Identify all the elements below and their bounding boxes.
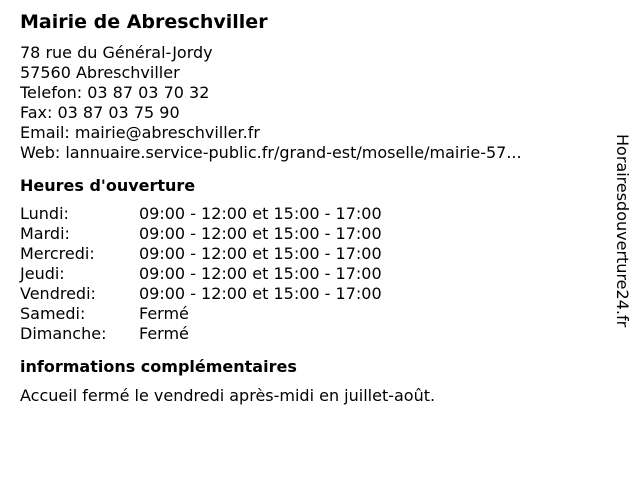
hours-time: 09:00 - 12:00 et 15:00 - 17:00 xyxy=(139,224,382,243)
hours-row-friday xyxy=(20,284,610,304)
hours-day: Vendredi: xyxy=(20,284,96,303)
page-content xyxy=(20,10,610,406)
fax-line: Fax: 03 87 03 75 90 xyxy=(20,103,180,122)
hours-row-sunday xyxy=(20,324,610,344)
hours-table xyxy=(20,204,610,344)
info-text: Accueil fermé le vendredi après-midi en juillet-août. xyxy=(20,386,436,405)
page-title: Mairie de Abreschviller xyxy=(20,11,268,33)
address-line-1: 78 rue du Général-Jordy xyxy=(20,43,213,62)
contact-block xyxy=(20,43,610,163)
web-line: Web: lannuaire.service-public.fr/grand-est/moselle/mairie-57... xyxy=(20,143,522,162)
hours-time: Fermé xyxy=(139,304,189,323)
site-watermark: Horairesdouverture24.fr xyxy=(613,134,632,328)
hours-time: Fermé xyxy=(139,324,189,343)
hours-time: 09:00 - 12:00 et 15:00 - 17:00 xyxy=(139,244,382,263)
hours-day: Mardi: xyxy=(20,224,70,243)
hours-heading: Heures d'ouverture xyxy=(20,176,196,195)
phone-line: Telefon: 03 87 03 70 32 xyxy=(20,83,210,102)
hours-row-thursday xyxy=(20,264,610,284)
email-line: Email: mairie@abreschviller.fr xyxy=(20,123,260,142)
hours-day: Jeudi: xyxy=(20,264,65,283)
hours-day: Samedi: xyxy=(20,304,86,323)
hours-time: 09:00 - 12:00 et 15:00 - 17:00 xyxy=(139,284,382,303)
hours-time: 09:00 - 12:00 et 15:00 - 17:00 xyxy=(139,204,382,223)
hours-row-wednesday xyxy=(20,244,610,264)
address-line-2: 57560 Abreschviller xyxy=(20,63,180,82)
hours-row-tuesday xyxy=(20,224,610,244)
hours-row-saturday xyxy=(20,304,610,324)
hours-time: 09:00 - 12:00 et 15:00 - 17:00 xyxy=(139,264,382,283)
hours-day: Lundi: xyxy=(20,204,69,223)
info-heading: informations complémentaires xyxy=(20,357,297,376)
hours-day: Mercredi: xyxy=(20,244,95,263)
hours-day: Dimanche: xyxy=(20,324,107,343)
hours-row-monday xyxy=(20,204,610,224)
